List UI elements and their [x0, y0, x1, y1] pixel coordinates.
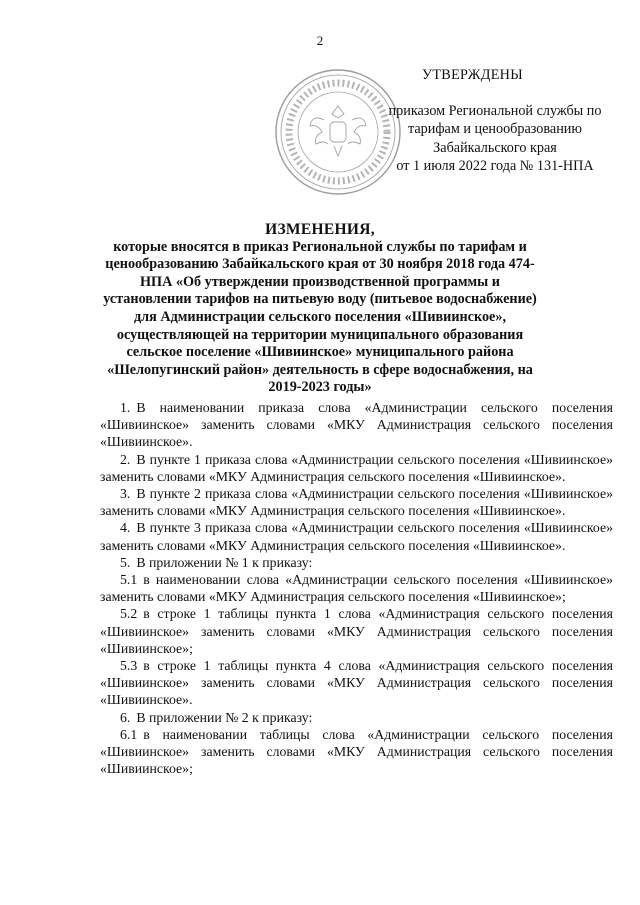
paragraph-number: 5.1 [120, 572, 138, 588]
paragraph-number: 3. [120, 486, 131, 502]
paragraph-number: 1. [120, 400, 131, 415]
paragraph-number: 2. [120, 451, 131, 467]
paragraph-text: в строке 1 таблицы пункта 4 слова «Администрация сельского поселения «Шивиинское» заменить словами «МКУ Администрация сельского поселения «Шивиинское». [100, 658, 613, 708]
paragraph [100, 554, 613, 571]
paragraph-text: В пункте 2 приказа слова «Администрации сельского поселения «Шивиинское» заменить словами «МКУ Администрация сельского поселения «Шивиинское». [100, 486, 613, 519]
paragraph-text: в строке 1 таблицы пункта 1 слова «Администрация сельского поселения «Шивиинское» заменить словами «МКУ Администрация сельского поселения «Шивиинское»; [100, 606, 613, 656]
approval-line: Забайкальского края [433, 139, 557, 156]
approval-heading: УТВЕРЖДЕНЫ [422, 67, 523, 83]
paragraph [100, 571, 613, 605]
paragraph [100, 451, 613, 485]
paragraph-number: 5. [120, 554, 131, 570]
paragraph-text: В пункте 3 приказа слова «Администрации сельского поселения «Шивиинское» заменить словами «МКУ Администрация сельского поселения «Шивиинское». [100, 520, 613, 553]
paragraph [100, 519, 613, 553]
paragraph [100, 709, 613, 726]
paragraph-number: 4. [120, 520, 131, 536]
paragraph-text: в наименовании таблицы слова «Администрации сельского поселения «Шивиинское» заменить словами «МКУ Администрация сельского поселения «Шивиинское»; [100, 726, 613, 777]
document-title [95, 221, 545, 397]
approval-block [370, 66, 620, 176]
paragraph [100, 657, 613, 709]
title-text: которые вносятся в приказ Региональной службы по тарифам и ценообразованию Забайкальского края от 30 ноября 2018 года 474-НПА «Об утверждении производственной программы и установлении тарифов на питьевую воду (питьевое водоснабжение) для Администрации сельского поселения «Шивиинское», осуществляющей на территории муниципального образования сельское поселение «Шивиинское» муниципального района «Шелопугинский район» деятельность в сфере водоснабжения, на 2019-2023 годы» [103, 238, 537, 396]
paragraph-number: 5.3 [120, 658, 138, 674]
paragraph-text: В пункте 1 приказа слова «Администрации сельского поселения «Шивиинское» заменить словами «МКУ Администрация сельского поселения «Шивиинское». [100, 451, 613, 484]
paragraph [100, 605, 613, 657]
approval-line: от 1 июля 2022 года № 131-НПА [396, 158, 594, 174]
approval-line: тарифам и ценообразованию [408, 121, 582, 137]
paragraph-number: 5.2 [120, 606, 138, 622]
paragraph [100, 399, 613, 451]
document-body [100, 399, 613, 777]
page-number: 2 [316, 33, 324, 48]
paragraph-text: В приложении № 1 к приказу: [136, 554, 313, 570]
paragraph-text: в наименовании слова «Администрации сельского поселения «Шивиинское» заменить словами «МКУ Администрация сельского поселения «Шивиинское»; [100, 572, 613, 605]
paragraph [100, 726, 613, 778]
paragraph-number: 6.1 [120, 726, 138, 742]
approval-line: приказом Региональной службы по [388, 102, 602, 119]
paragraph [100, 485, 613, 519]
paragraph-text: В приложении № 2 к приказу: [136, 709, 313, 725]
paragraph-number: 6. [120, 709, 131, 725]
paragraph-text: В наименовании приказа слова «Администрации сельского поселения «Шивиинское» заменить словами «МКУ Администрация сельского поселения «Шивиинское». [100, 400, 613, 450]
title-heading: ИЗМЕНЕНИЯ, [265, 221, 375, 238]
